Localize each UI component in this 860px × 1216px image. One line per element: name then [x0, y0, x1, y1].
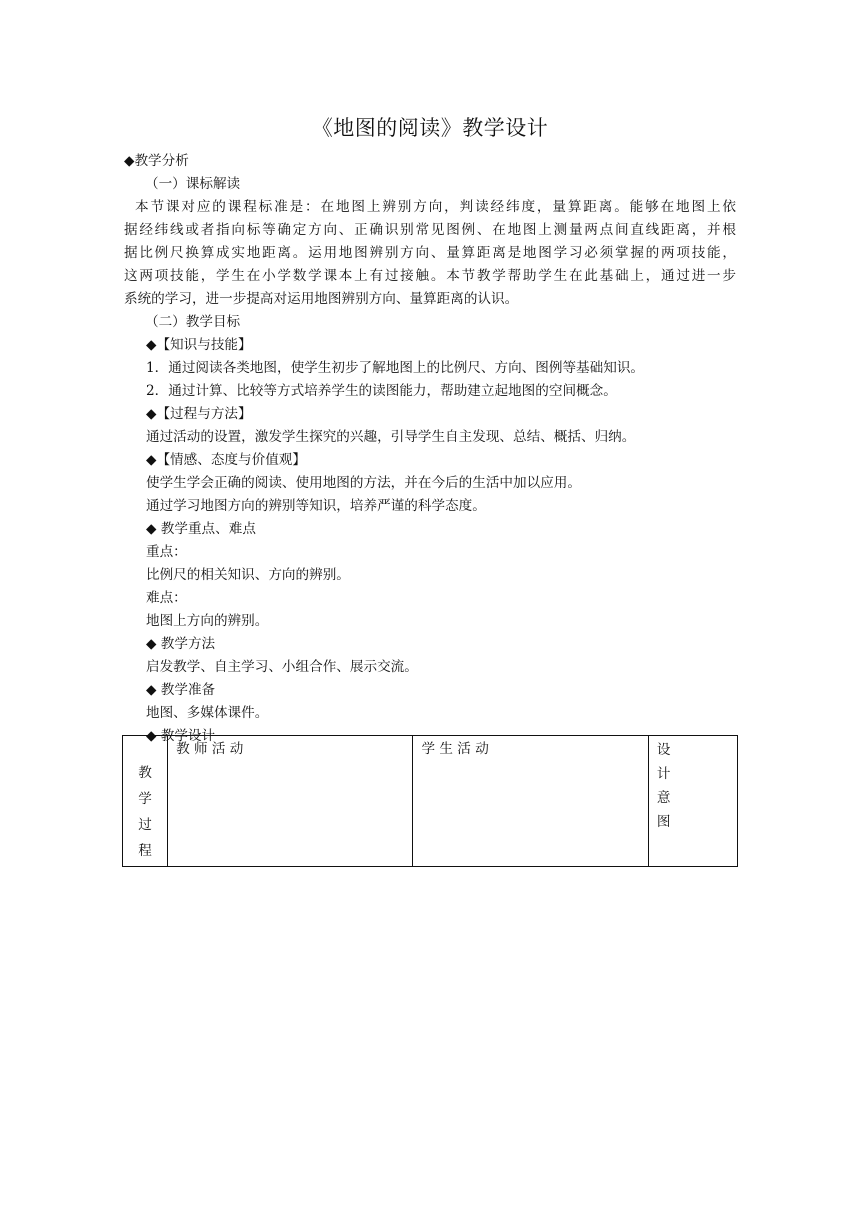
paragraph-line: 本节课对应的课程标准是：在地图上辨别方向，判读经纬度，量算距离。能够在地图上依: [135, 199, 736, 215]
method-heading: ◆ 教学方法: [146, 636, 216, 652]
goal-knowledge-item: 2．通过计算、比较等方式培养学生的读图能力，帮助建立起地图的空间概念。: [146, 383, 617, 399]
side-label-char: 过: [138, 817, 152, 833]
design-intent-cell: [648, 736, 737, 867]
goal-emotion-heading: ◆【情感、态度与价值观】: [146, 452, 306, 468]
subheading-curriculum: （一）课标解读: [145, 176, 241, 192]
side-label-char: 教: [138, 765, 152, 781]
student-activity-cell: [413, 736, 648, 867]
paragraph-line: 系统的学习，进一步提高对运用地图辨别方向、量算距离的认识。: [124, 291, 519, 307]
goal-emotion-item: 使学生学会正确的阅读、使用地图的方法，并在今后的生活中加以应用。: [146, 475, 581, 491]
teaching-design-table: [122, 735, 738, 867]
prep-text: 地图、多媒体课件。: [146, 705, 269, 721]
goal-process-heading: ◆【过程与方法】: [146, 406, 252, 422]
goal-knowledge-heading: ◆【知识与技能】: [146, 337, 252, 353]
student-activity-header: 学 生 活 动: [421, 741, 489, 757]
table-row: [123, 736, 738, 867]
side-label-cell: [123, 736, 168, 867]
keypoints-heading: ◆ 教学重点、难点: [146, 521, 256, 537]
teacher-activity-cell: [168, 736, 413, 867]
prep-heading: ◆ 教学准备: [146, 682, 216, 698]
goal-process-item: 通过活动的设置，激发学生探究的兴趣，引导学生自主发现、总结、概括、归纳。: [146, 429, 636, 445]
side-label-char: 学: [138, 791, 152, 807]
key-text: 比例尺的相关知识、方向的辨别。: [146, 567, 350, 583]
teacher-activity-header: 教 师 活 动: [176, 741, 244, 757]
paragraph-curriculum: [124, 196, 736, 311]
side-label-char: 程: [138, 843, 152, 859]
goal-knowledge-item: 1．通过阅读各类地图，使学生初步了解地图上的比例尺、方向、图例等基础知识。: [146, 360, 645, 376]
subheading-goals: （二）教学目标: [145, 314, 241, 330]
difficult-label: 难点：: [146, 590, 187, 606]
design-intent-header: 设 计 意 图: [656, 742, 693, 830]
goal-emotion-item: 通过学习地图方向的辨别等知识，培养严谨的科学态度。: [146, 498, 486, 514]
paragraph-line: 据比例尺换算成实地距离。运用地图辨别方向、量算距离是地图学习必须掌握的两项技能，: [124, 245, 736, 261]
design-heading: ◆ 教学设计: [146, 728, 216, 744]
paragraph-line: 这两项技能，学生在小学数学课本上有过接触。本节教学帮助学生在此基础上，通过进一步: [124, 268, 736, 284]
method-text: 启发教学、自主学习、小组合作、展示交流。: [146, 659, 418, 675]
document-title: 《地图的阅读》教学设计: [311, 116, 549, 140]
difficult-text: 地图上方向的辨别。: [146, 613, 269, 629]
section-heading-analysis: ◆教学分析: [124, 153, 189, 169]
key-label: 重点：: [146, 544, 187, 560]
document-body: [124, 150, 736, 748]
paragraph-line: 据经纬线或者指向标等确定方向、正确识别常见图例、在地图上测量两点间直线距离，并根: [124, 222, 736, 238]
